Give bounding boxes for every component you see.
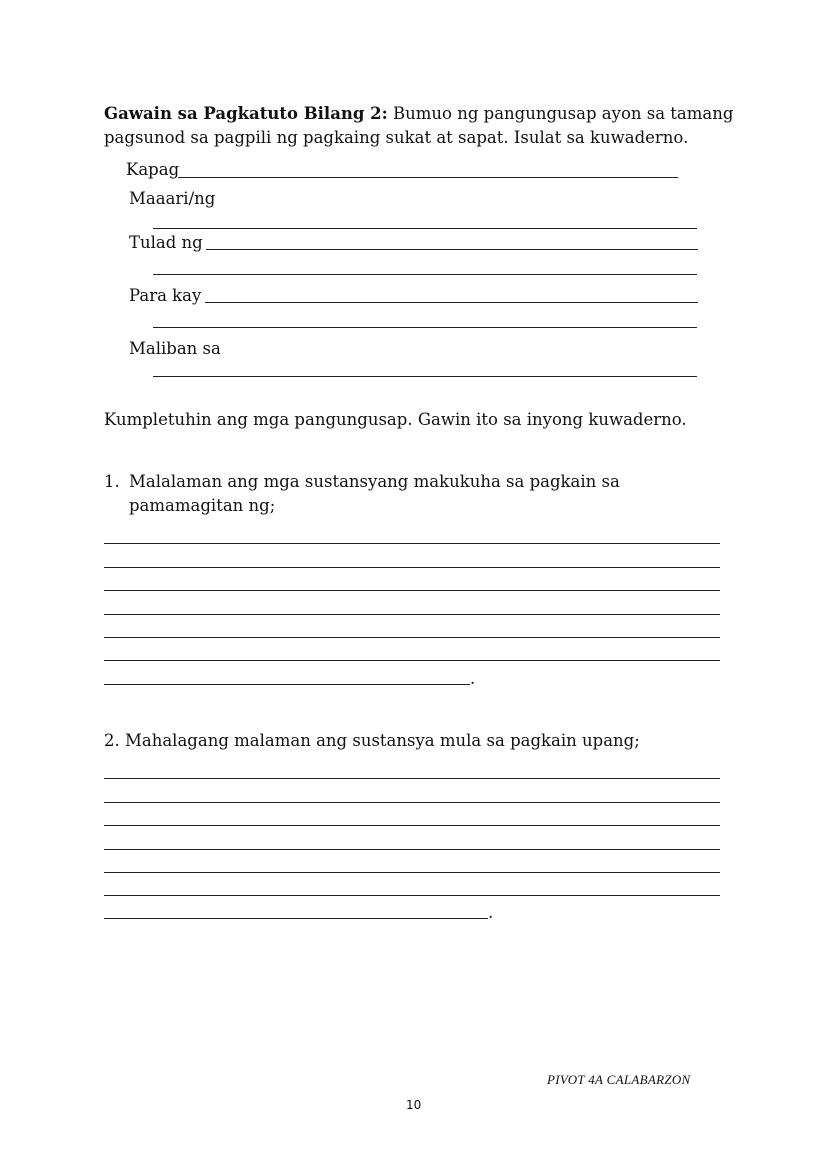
answer-line[interactable] (153, 376, 697, 377)
activity-title: Gawain sa Pagkatuto Bilang 2: (104, 104, 388, 123)
answer-line[interactable] (206, 249, 698, 250)
answer-line[interactable] (205, 302, 698, 303)
prompt-kapag: Kapag (126, 160, 180, 179)
answer-line[interactable] (104, 590, 720, 591)
answer-line[interactable] (104, 637, 720, 638)
question-1-number: 1. (104, 472, 120, 491)
answer-line[interactable] (104, 825, 720, 826)
answer-line[interactable] (104, 567, 720, 568)
question-1-line2: pamamagitan ng; (129, 496, 276, 515)
prompt-para-kay: Para kay (129, 286, 202, 305)
activity-instruction-part2: pagsunod sa pagpili ng pagkaing sukat at sapat. Isulat sa kuwaderno. (104, 128, 689, 147)
prompt-tulad-ng: Tulad ng (129, 233, 203, 252)
line-end-period: . (470, 669, 476, 688)
answer-line[interactable] (153, 327, 697, 328)
answer-line[interactable] (104, 660, 720, 661)
prompt-maaari: Maaari/ng (129, 189, 216, 208)
answer-line[interactable] (104, 778, 720, 779)
part2-instruction: Kumpletuhin ang mga pangungusap. Gawin ito sa inyong kuwaderno. (104, 410, 687, 429)
question-1-line1: Malalaman ang mga sustansyang makukuha sa pagkain sa (129, 472, 620, 491)
activity-instruction-part1: Bumuo ng pangungusap ayon sa tamang (393, 104, 734, 123)
answer-line[interactable] (104, 614, 720, 615)
answer-line[interactable] (104, 802, 720, 803)
answer-line[interactable] (153, 274, 697, 275)
line-end-period: . (488, 903, 494, 922)
answer-line[interactable] (178, 177, 678, 178)
answer-line[interactable] (104, 543, 720, 544)
answer-line[interactable] (104, 872, 720, 873)
page-number: 10 (406, 1098, 422, 1112)
activity-heading (104, 106, 733, 123)
footer-source: PIVOT 4A CALABARZON (547, 1072, 691, 1087)
question-2: 2. Mahalagang malaman ang sustansya mula sa pagkain upang; (104, 731, 640, 750)
answer-line[interactable] (104, 849, 720, 850)
prompt-maliban-sa: Maliban sa (129, 339, 221, 358)
answer-line[interactable] (104, 895, 720, 896)
answer-line[interactable] (104, 684, 470, 685)
answer-line[interactable] (153, 228, 697, 229)
answer-line[interactable] (104, 918, 488, 919)
